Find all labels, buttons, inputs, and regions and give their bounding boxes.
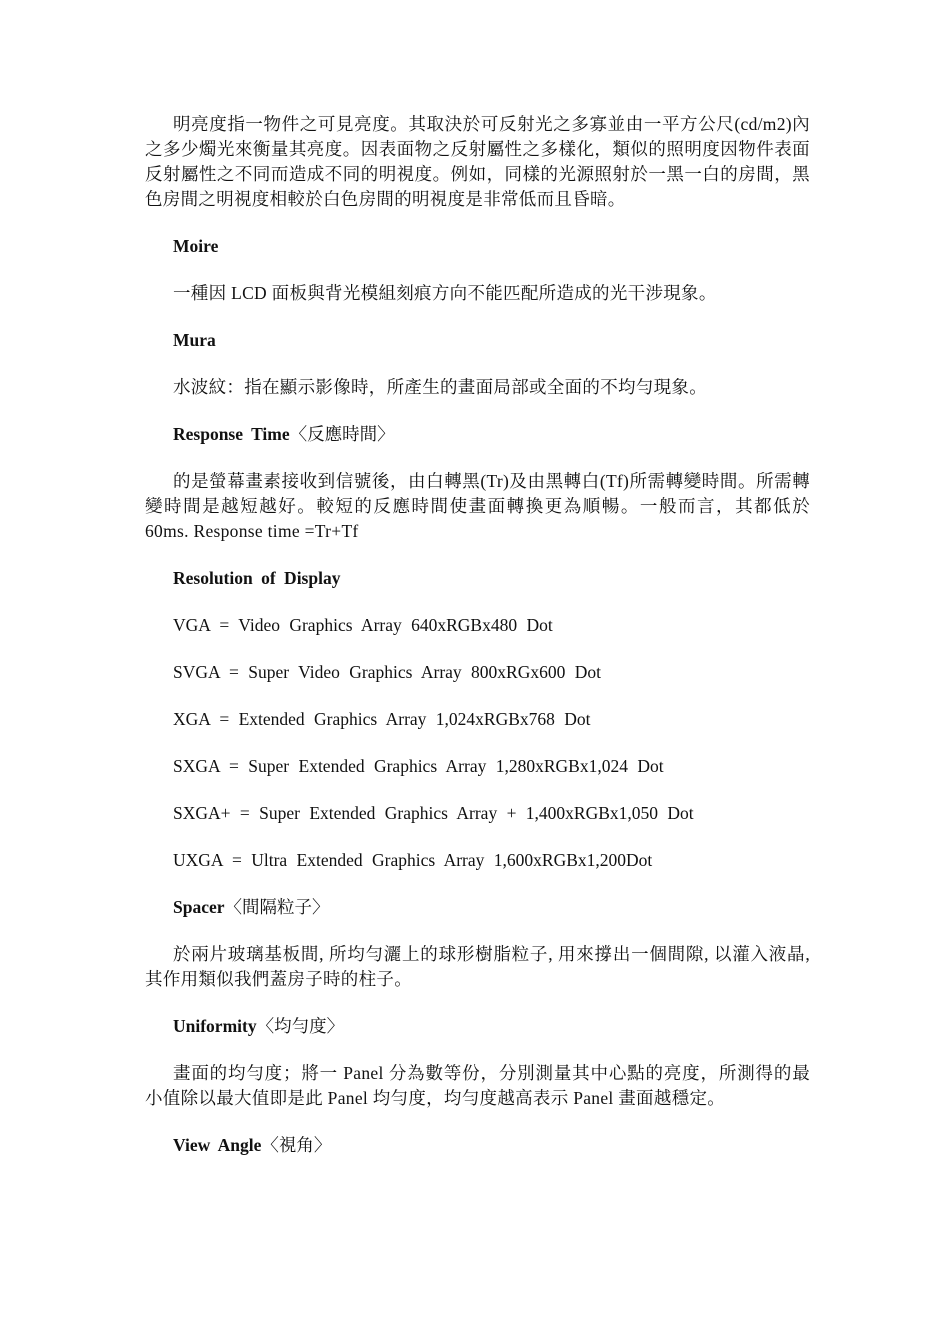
resolution-xga: XGA = Extended Graphics Array 1,024xRGBx768 Dot [173,709,591,729]
response-time-heading-en: Response Time [173,424,290,444]
view-angle-heading-zh: 〈視角〉 [261,1135,332,1155]
uniformity-heading-zh: 〈均勻度〉 [256,1016,345,1036]
resolution-sxga: SXGA = Super Extended Graphics Array 1,280xRGBx1,024 Dot [173,756,664,776]
uniformity-heading [145,1014,810,1039]
moire-heading-text: Moire [173,236,219,256]
spacer-paragraph: 於兩片玻璃基板間, 所均勻灑上的球形樹脂粒子, 用來撐出一個間隙, 以灌入液晶, 其作用類似我們蓋房子時的柱子。 [145,944,810,989]
brightness-paragraph: 明亮度指一物件之可見亮度。其取決於可反射光之多寡並由一平方公尺(cd/m2)內之多少燭光來衡量其亮度。因表面物之反射屬性之多樣化，類似的照明度因物件表面反射屬性之不同而造成不同的明視度。例如，同樣的光源照射於一黑一白的房間，黑色房間之明視度相較於白色房間的明視度是非常低而且昏暗。 [145,114,810,209]
uniformity-heading-en: Uniformity [173,1016,257,1036]
response-time-heading-zh: 〈反應時間〉 [289,424,395,444]
uniformity-paragraph: 畫面的均勻度；將一 Panel 分為數等份，分別測量其中心點的亮度，所測得的最小值除以最大值即是此 Panel 均勻度，均勻度越高表示 Panel 畫面越穩定。 [145,1063,810,1108]
spacer-heading-zh: 〈間隔粒子〉 [224,897,330,917]
moire-heading [145,234,810,259]
mura-heading [145,328,810,353]
moire-paragraph: 一種因 LCD 面板與背光模組刻痕方向不能匹配所造成的光干涉現象。 [173,283,717,303]
resolution-heading [145,566,810,591]
resolution-vga: VGA = Video Graphics Array 640xRGBx480 Dot [173,615,553,635]
mura-heading-text: Mura [173,330,216,350]
document-page [145,112,810,1158]
spacer-heading-en: Spacer [173,897,225,917]
resolution-heading-text: Resolution of Display [173,568,341,588]
resolution-svga: SVGA = Super Video Graphics Array 800xRGx600 Dot [173,662,601,682]
response-time-paragraph: 的是螢幕畫素接收到信號後，由白轉黑(Tr)及由黑轉白(Tf)所需轉變時間。所需轉變時間是越短越好。較短的反應時間使畫面轉換更為順暢。一般而言，其都低於 60ms. Response time =Tr+Tf [145,471,810,541]
mura-paragraph: 水波紋：指在顯示影像時，所產生的畫面局部或全面的不均勻現象。 [173,377,707,397]
resolution-sxga-plus: SXGA+ = Super Extended Graphics Array + 1,400xRGBx1,050 Dot [173,803,694,823]
spacer-heading [145,895,810,920]
response-time-heading [145,422,810,447]
resolution-uxga: UXGA = Ultra Extended Graphics Array 1,600xRGBx1,200Dot [173,850,653,870]
view-angle-heading [145,1133,810,1158]
view-angle-heading-en: View Angle [173,1135,262,1155]
